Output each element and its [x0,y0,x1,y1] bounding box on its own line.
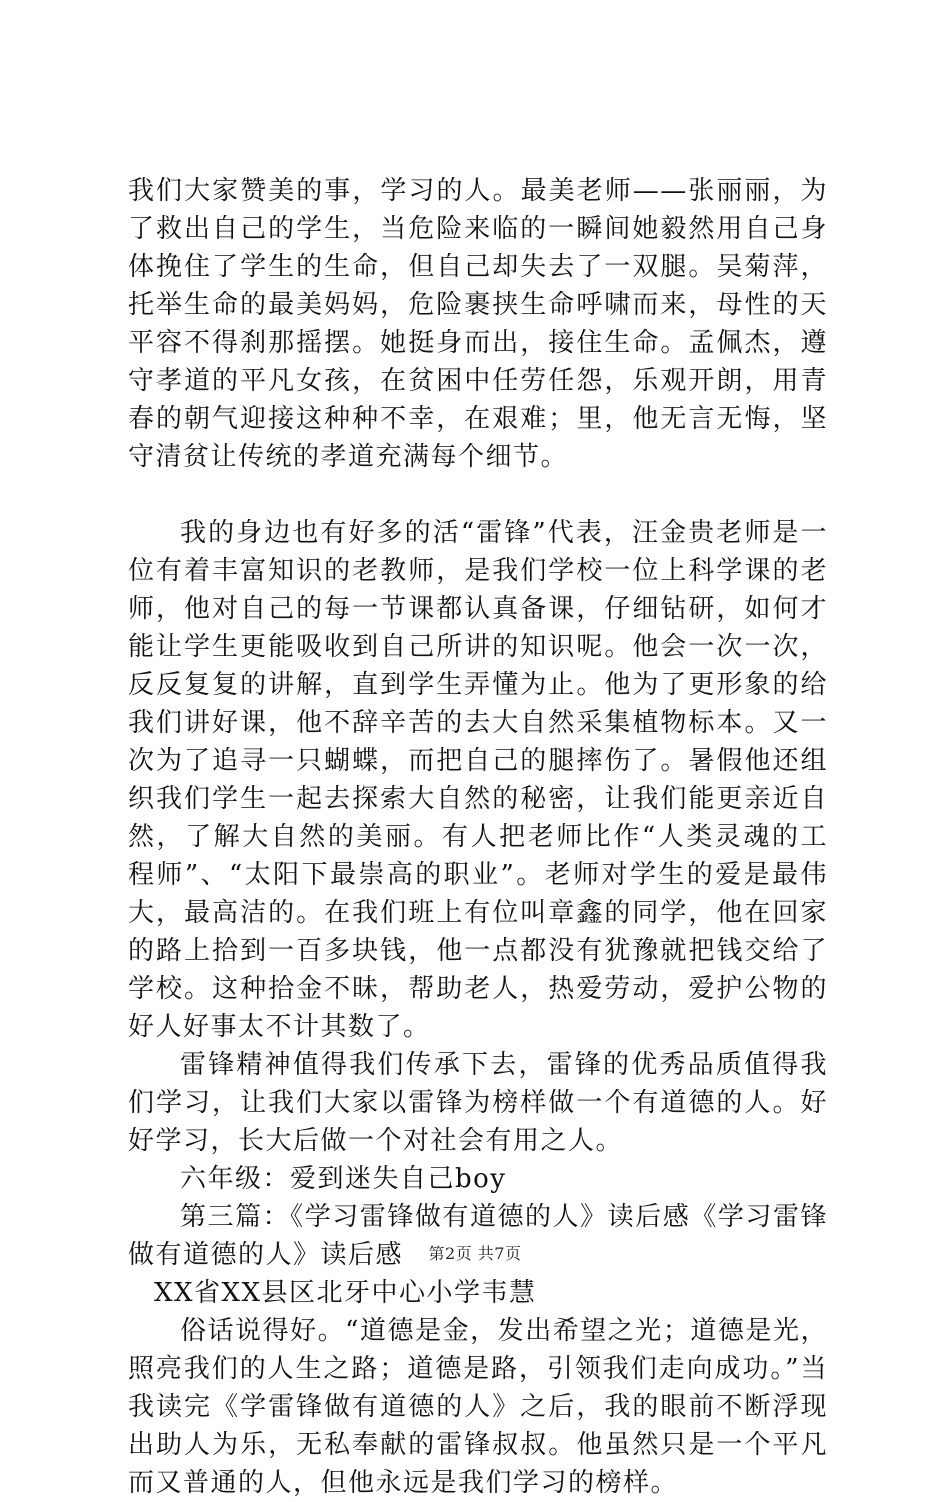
paragraph-proverb: 俗话说得好。“道德是金，发出希望之光；道德是光，照亮我们的人生之路；道德是路，引领我们走向成功。”当我读完《学雷锋做有道德的人》之后，我的眼前不断浮现出助人为乐，无私奉献的雷锋叔叔。他虽然只是一个平凡而又普通的人，但他永远是我们学习的榜样。 [128,1316,828,1498]
author-school: XX省XX县区北牙中心小学韦慧 [154,1278,537,1308]
page-number-footer: 第2页 共7页 [428,1244,522,1263]
paragraph-teacher-story: 我的身边也有好多的活“雷锋”代表，汪金贵老师是一位有着丰富知识的老教师，是我们学校一位上科学课的老师，他对自己的每一节课都认真备课，仔细钻研，如何才能让学生更能吸收到自己所讲的知识呢。他会一次一次，反反复复的讲解，直到学生弄懂为止。他为了更形象的给我们讲好课，他不辞辛苦的去大自然采集植物标本。又一次为了追寻一只蝴蝶，而把自己的腿摔伤了。暑假他还组织我们学生一起去探索大自然的秘密，让我们能更亲近自然，了解大自然的美丽。有人把老师比作“人类灵魂的工程师”、“太阳下最崇高的职业”。老师对学生的爱是最伟大，最高洁的。在我们班上有位叫章鑫的同学，他在回家的路上拾到一百多块钱，他一点都没有犹豫就把钱交给了学校。这种拾金不昧，帮助老人，热爱劳动，爱护公物的好人好事太不计其数了。 [128,518,828,1042]
document-body [128,172,828,1502]
paragraph-heroes: 我们大家赞美的事，学习的人。最美老师——张丽丽，为了救出自己的学生，当危险来临的一瞬间她毅然用自己身体挽住了学生的生命，但自己却失去了一双腿。吴菊萍，托举生命的最美妈妈，危险裹挟生命呼啸而来，母性的天平容不得刹那摇摆。她挺身而出，接住生命。孟佩杰，遵守孝道的平凡女孩，在贫困中任劳任怨，乐观开朗，用青春的朝气迎接这种种不幸，在艰难；里，他无言无悔，坚守清贫让传统的孝道充满每个细节。 [128,176,828,472]
section-title: 第三篇：《学习雷锋做有道德的人》读后感《学习雷锋做有道德的人》读后感 [128,1202,828,1270]
author-signature: 六年级：爱到迷失自己boy [180,1164,507,1194]
paragraph-conclusion: 雷锋精神值得我们传承下去，雷锋的优秀品质值得我们学习，让我们大家以雷锋为榜样做一个有道德的人。好好学习，长大后做一个对社会有用之人。 [128,1050,828,1156]
